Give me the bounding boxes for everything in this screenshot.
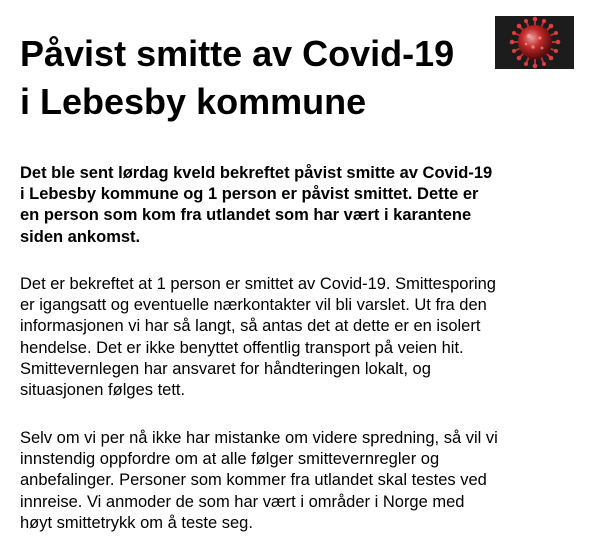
text-line: Selv om vi per nå ikke har mistanke om videre spredning, så vil vi — [20, 429, 498, 447]
coronavirus-icon — [495, 16, 574, 69]
text-line: innstendig oppfordre om at alle følger smittevernregler og — [20, 450, 440, 469]
text-line: anbefalinger. Personer som kommer fra utlandet skal testes ved — [20, 471, 487, 490]
title-line: i Lebesby kommune — [20, 81, 367, 122]
article-title — [20, 30, 490, 126]
text-line: en person som kom fra utlandet som har vært i karantene — [20, 206, 472, 225]
title-line: Påvist smitte av Covid-19 — [20, 33, 455, 74]
text-line: informasjonen vi har så langt, så antas det at dette er en isolert — [20, 317, 481, 336]
text-line: Det er bekreftet at 1 person er smittet av Covid-19. Smittesporing — [20, 275, 496, 293]
text-line: hendelse. Det er ikke benyttet offentlig transport på veien hit. — [20, 338, 464, 357]
text-line: i Lebesby kommune og 1 person er påvist smittet. Dette er — [20, 185, 479, 204]
lead-paragraph — [20, 163, 580, 248]
text-line: er igangsatt og eventuelle nærkontakter vil bli varslet. Ut fra den — [20, 296, 487, 315]
text-line: innreise. Vi anmoder de som har vært i områder i Norge med — [20, 492, 465, 511]
body-paragraph-2 — [20, 428, 580, 534]
text-line: Det ble sent lørdag kveld bekreftet påvist smitte av Covid-19 — [20, 164, 493, 182]
text-line: situasjonen følges tett. — [20, 381, 186, 400]
text-line: siden ankomst. — [20, 227, 141, 246]
text-line: høyt smittetrykk om å teste seg. — [20, 513, 253, 532]
text-line: Smittevernlegen har ansvaret for håndteringen lokalt, og — [20, 359, 431, 378]
body-paragraph-1 — [20, 274, 580, 401]
